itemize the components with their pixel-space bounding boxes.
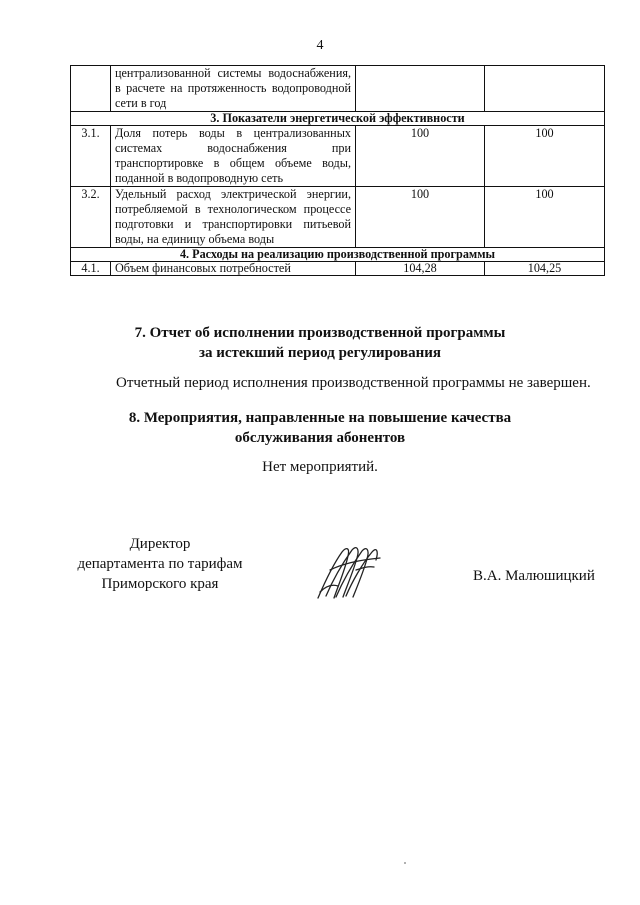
- row-value-1: 104,28: [356, 262, 485, 276]
- row-description: централизованной системы водоснабжения, в расчете на протяженность водопроводной сети в год: [111, 66, 356, 112]
- row-number: 3.2.: [71, 187, 111, 248]
- section-7-body: Отчетный период исполнения производственной программы не завершен.: [116, 375, 591, 391]
- section-row: [71, 248, 605, 262]
- table-row: [71, 262, 605, 276]
- row-number: 3.1.: [71, 126, 111, 187]
- table-row: [71, 187, 605, 248]
- handwritten-signature: [312, 540, 388, 602]
- row-description: Доля потерь воды в централизованных системах водоснабжения при транспортировке в общем объеме воды, поданной в водопроводную сеть: [111, 126, 356, 187]
- signatory-title: Директор департамента по тарифам Приморского края: [77, 536, 243, 592]
- section-row: [71, 112, 605, 126]
- row-description: Удельный расход электрической энергии, потребляемой в технологическом процессе подготовки и транспортировки питьевой воды, на единицу объема воды: [111, 187, 356, 248]
- row-value-2: 104,25: [485, 262, 605, 276]
- production-program-table: [70, 65, 605, 276]
- section-8-body: Нет мероприятий.: [262, 459, 378, 475]
- table-row: [71, 66, 605, 112]
- row-number: 4.1.: [71, 262, 111, 276]
- row-value-1: 100: [356, 187, 485, 248]
- row-value-1: 100: [356, 126, 485, 187]
- section-4-title: 4. Расходы на реализацию производственной программы: [71, 248, 605, 262]
- row-description: Объем финансовых потребностей: [111, 262, 356, 276]
- row-value-1: [356, 66, 485, 112]
- row-value-2: 100: [485, 187, 605, 248]
- row-value-2: 100: [485, 126, 605, 187]
- row-value-2: [485, 66, 605, 112]
- scan-speck: [404, 862, 406, 864]
- table-row: [71, 126, 605, 187]
- section-3-title: 3. Показатели энергетической эффективности: [71, 112, 605, 126]
- page-number: 4: [316, 38, 324, 53]
- section-7-heading: 7. Отчет об исполнении производственной программы за истекший период регулирования: [134, 325, 506, 361]
- signatory-name: В.А. Малюшицкий: [473, 568, 595, 584]
- row-number: [71, 66, 111, 112]
- section-8-heading: 8. Мероприятия, направленные на повышение качества обслуживания абонентов: [128, 410, 512, 446]
